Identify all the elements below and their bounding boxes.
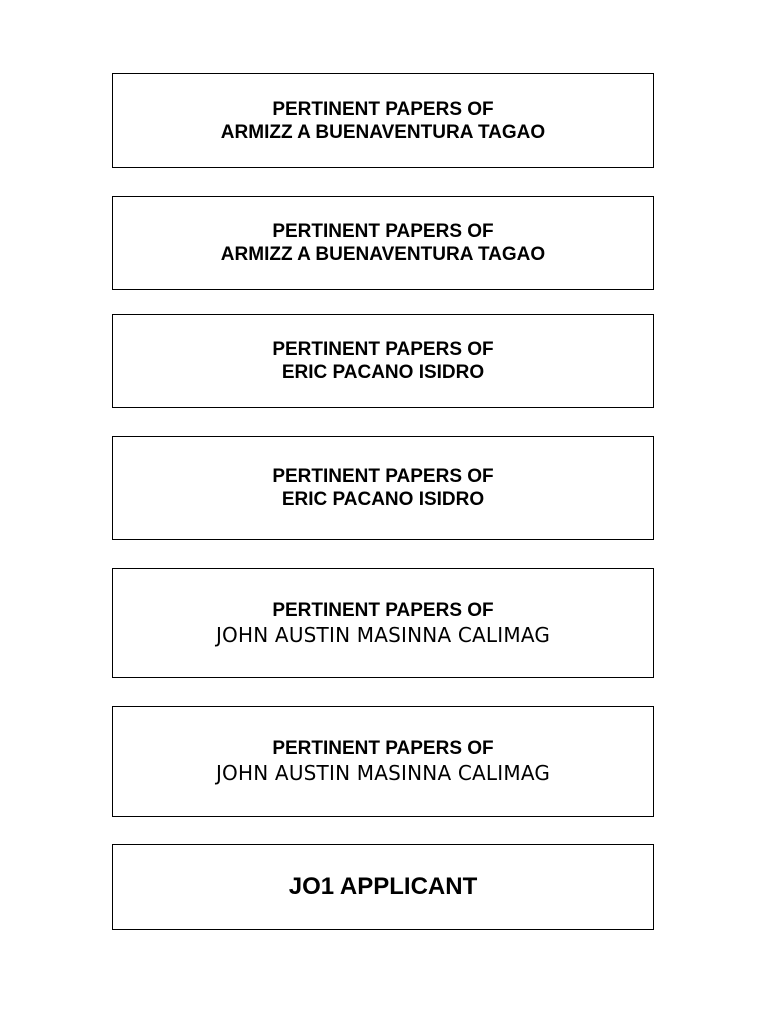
label-name: JOHN AUSTIN MASINNA CALIMAG: [215, 622, 551, 647]
label-box: [112, 196, 654, 290]
label-heading: PERTINENT PAPERS OF: [272, 738, 494, 759]
label-box: [112, 568, 654, 678]
label-heading: PERTINENT PAPERS OF: [272, 466, 494, 487]
label-heading: PERTINENT PAPERS OF: [272, 221, 494, 242]
label-box: [112, 314, 654, 408]
label-heading: PERTINENT PAPERS OF: [272, 599, 494, 621]
label-box: [112, 73, 654, 168]
label-name: JOHN AUSTIN MASINNA CALIMAG: [215, 761, 551, 785]
label-heading: PERTINENT PAPERS OF: [272, 98, 494, 120]
label-box: [112, 436, 654, 540]
label-name: ERIC PACANO ISIDRO: [281, 489, 485, 510]
applicant-label-box: [112, 844, 654, 930]
applicant-label: JO1 APPLICANT: [288, 873, 478, 900]
label-heading: PERTINENT PAPERS OF: [272, 339, 494, 360]
label-name: ARMIZZ A BUENAVENTURA TAGAO: [220, 121, 546, 143]
label-name: ERIC PACANO ISIDRO: [281, 362, 485, 383]
label-name: ARMIZZ A BUENAVENTURA TAGAO: [220, 244, 546, 265]
label-box: [112, 706, 654, 817]
